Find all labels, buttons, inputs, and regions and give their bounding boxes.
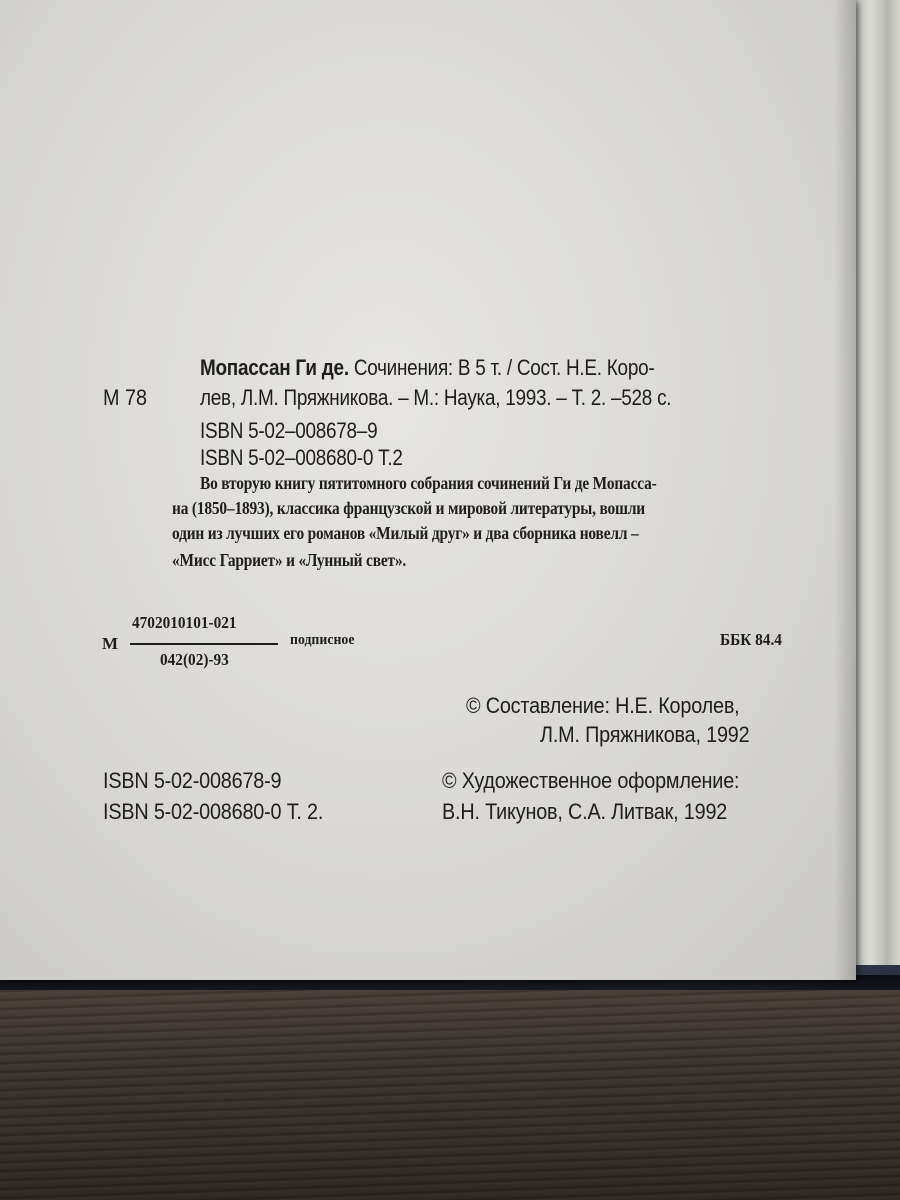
annotation-line-1: Во вторую книгу пятитомного собрания сочинений Ги де Мопасса- bbox=[200, 473, 657, 493]
catalog-isbn-1: ISBN 5-02–008678–9 bbox=[200, 418, 378, 443]
copyright-design-1: © Художественное оформление: bbox=[442, 768, 740, 793]
isbn-bottom-2: ISBN 5-02-008680-0 Т. 2. bbox=[103, 799, 324, 824]
wooden-table bbox=[0, 990, 900, 1200]
catalog-line-2: лев, Л.М. Пряжникова. – М.: Наука, 1993. – Т. 2. –528 с. bbox=[200, 385, 672, 410]
isbn-bottom-1: ISBN 5-02-008678-9 bbox=[103, 768, 282, 793]
copyright-design-2: В.Н. Тикунов, С.А. Литвак, 1992 bbox=[442, 799, 728, 824]
catalog-line-1 bbox=[200, 355, 654, 381]
index-denominator: 042(02)-93 bbox=[160, 650, 229, 669]
annotation-line-4: «Мисс Гарриет» и «Лунный свет». bbox=[172, 550, 407, 570]
catalog-isbn-2: ISBN 5-02–008680-0 Т.2 bbox=[200, 445, 403, 470]
copyright-compilation-2: Л.М. Пряжникова, 1992 bbox=[540, 722, 750, 747]
annotation-line-2: на (1850–1893), классика французской и мировой литературы, вошли bbox=[172, 498, 646, 518]
catalog-author: Мопассан Ги де. bbox=[200, 355, 349, 380]
bbk-code: ББК 84.4 bbox=[720, 630, 782, 649]
annotation-line-3: один из лучших его романов «Милый друг» и два сборника новелл – bbox=[172, 523, 639, 543]
library-code: М 78 bbox=[103, 385, 148, 410]
subscription-label: подписное bbox=[290, 632, 355, 648]
catalog-title: Сочинения: В 5 т. / Сост. Н.Е. Коро- bbox=[353, 355, 655, 380]
copyright-compilation-1: © Составление: Н.Е. Королев, bbox=[466, 693, 740, 718]
index-fraction-bar bbox=[130, 643, 278, 645]
index-numerator: 4702010101-021 bbox=[132, 613, 237, 632]
index-letter: М bbox=[102, 634, 119, 653]
